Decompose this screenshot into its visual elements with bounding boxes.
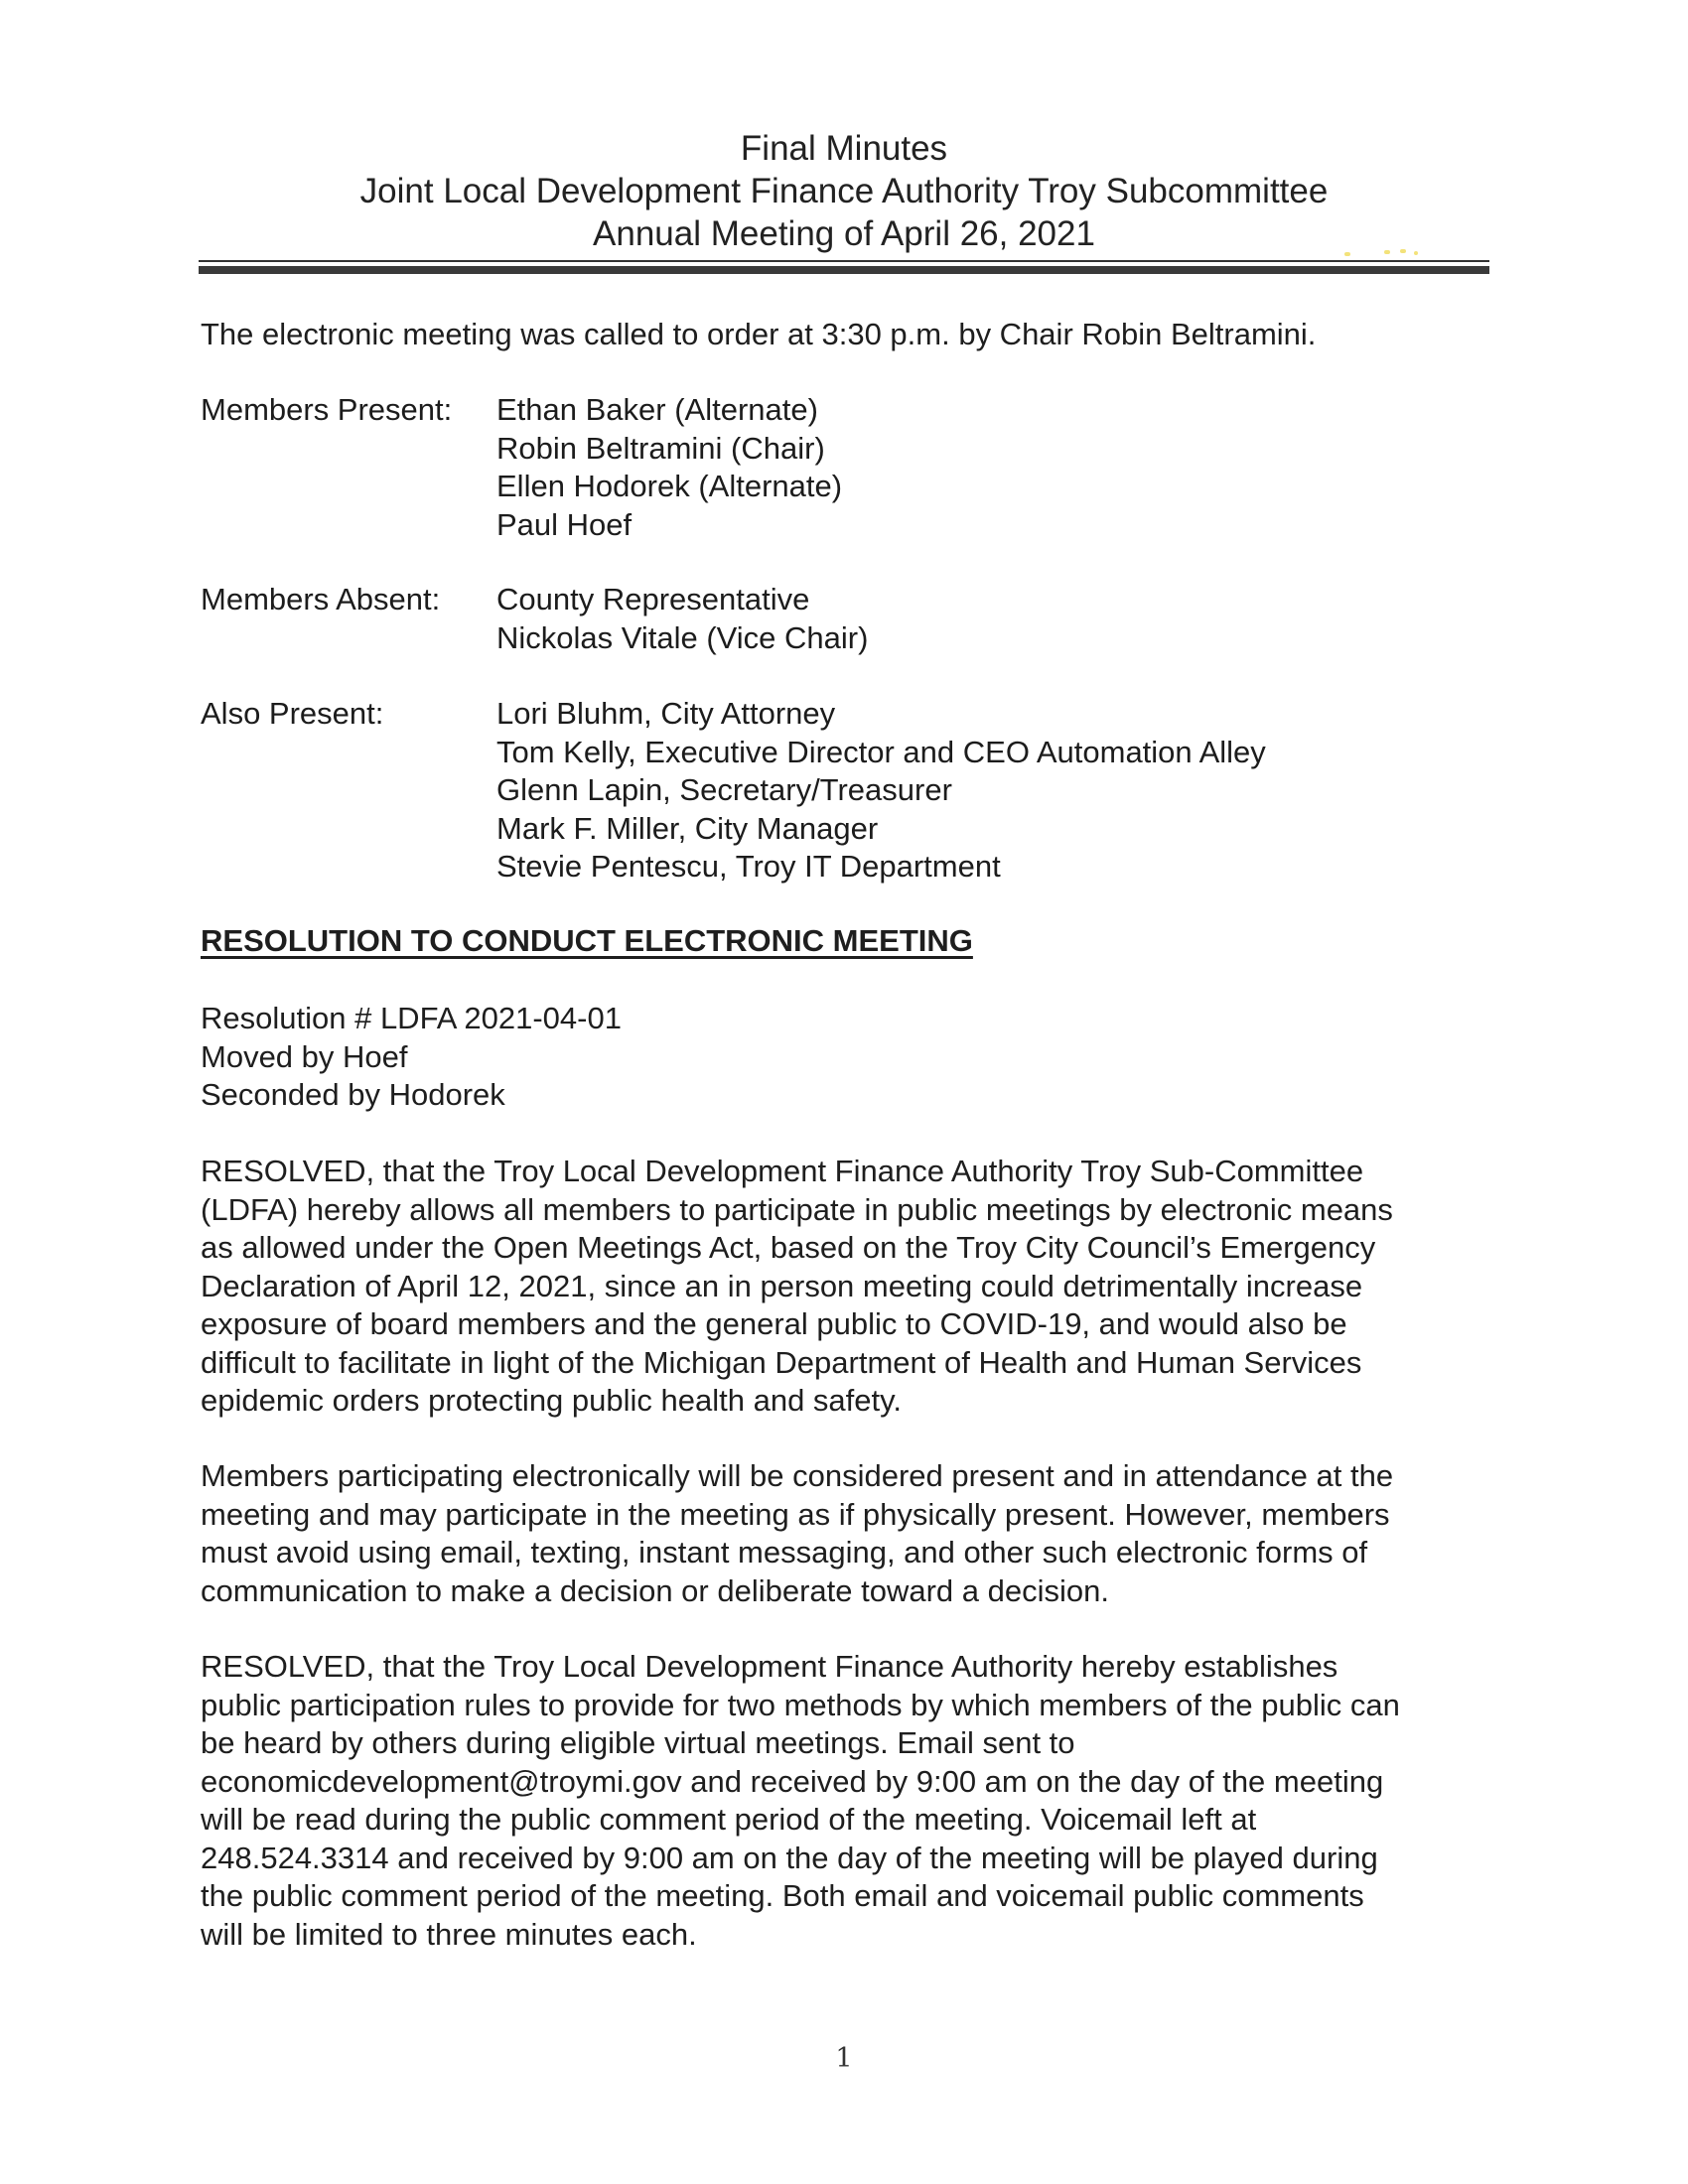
moved-by: Moved by Hoef: [201, 1038, 408, 1074]
paragraph-line: RESOLVED, that the Troy Local Development Finance Authority hereby establishes: [201, 1649, 1338, 1684]
resolution-paragraph-1: [201, 1153, 1491, 1421]
member-present-name: Paul Hoef: [496, 506, 633, 542]
also-present-name: Lori Bluhm, City Attorney: [496, 696, 836, 731]
member-present-name: Robin Beltramini (Chair): [496, 430, 825, 466]
also-present-name: Stevie Pentescu, Troy IT Department: [496, 849, 1001, 884]
also-present-name: Mark F. Miller, City Manager: [496, 810, 879, 846]
paragraph-line: will be limited to three minutes each.: [201, 1916, 697, 1952]
paragraph-line: difficult to facilitate in light of the Michigan Department of Health and Human Services: [201, 1344, 1362, 1380]
committee-name: Joint Local Development Finance Authority Troy Subcommittee: [359, 172, 1329, 210]
header-rule-thin: [199, 260, 1489, 262]
document-header: [199, 127, 1489, 255]
paragraph-line: Declaration of April 12, 2021, since an in person meeting could detrimentally increase: [201, 1268, 1363, 1303]
paragraph-line: meeting and may participate in the meeting as if physically present. However, members: [201, 1496, 1390, 1532]
also-present-label: Also Present:: [201, 696, 384, 731]
members-present-list: [496, 391, 842, 544]
paragraph-line: exposure of board members and the general public to COVID-19, and would also be: [201, 1306, 1347, 1341]
paragraph-line: epidemic orders protecting public health and safety.: [201, 1383, 902, 1418]
paragraph-line: be heard by others during eligible virtual meetings. Email sent to: [201, 1725, 1075, 1760]
also-present-name: Glenn Lapin, Secretary/Treasurer: [496, 772, 952, 807]
header-rule-thick: [199, 266, 1489, 274]
seconded-by: Seconded by Hodorek: [201, 1077, 505, 1112]
paragraph-line: the public comment period of the meeting. Both email and voicemail public comments: [201, 1878, 1364, 1913]
page-number: 1: [835, 2043, 853, 2074]
paragraph-line: RESOLVED, that the Troy Local Development Finance Authority Troy Sub-Committee: [201, 1154, 1364, 1188]
document-title: Final Minutes: [740, 129, 948, 168]
paragraph-line: 248.524.3314 and received by 9:00 am on the day of the meeting will be played during: [201, 1840, 1378, 1875]
paragraph-line: will be read during the public comment period of the meeting. Voicemail left at: [201, 1802, 1257, 1837]
resolution-number: Resolution # LDFA 2021-04-01: [201, 1001, 622, 1035]
paragraph-line: (LDFA) hereby allows all members to participate in public meetings by electronic means: [201, 1191, 1393, 1227]
members-absent-label: Members Absent:: [201, 582, 441, 616]
members-absent-list: [496, 581, 868, 657]
meeting-date: Annual Meeting of April 26, 2021: [593, 214, 1095, 253]
paragraph-line: communication to make a decision or deliberate toward a decision.: [201, 1572, 1109, 1608]
member-present-name: Ellen Hodorek (Alternate): [496, 469, 843, 503]
paragraph-line: economicdevelopment@troymi.gov and received by 9:00 am on the day of the meeting: [201, 1763, 1384, 1799]
member-absent-name: County Representative: [496, 582, 810, 616]
member-present-name: Ethan Baker (Alternate): [496, 392, 818, 427]
member-absent-name: Nickolas Vitale (Vice Chair): [496, 619, 869, 655]
paragraph-line: public participation rules to provide for two methods by which members of the public can: [201, 1687, 1400, 1722]
scan-specks: [1340, 246, 1499, 258]
call-to-order: The electronic meeting was called to order at 3:30 p.m. by Chair Robin Beltramini.: [201, 317, 1317, 351]
also-present-name: Tom Kelly, Executive Director and CEO Automation Alley: [496, 734, 1266, 769]
paragraph-line: must avoid using email, texting, instant messaging, and other such electronic forms of: [201, 1535, 1368, 1570]
section-heading: RESOLUTION TO CONDUCT ELECTRONIC MEETING: [201, 923, 973, 958]
resolution-meta: [201, 1000, 1491, 1115]
members-present-label: Members Present:: [201, 392, 453, 427]
paragraph-line: as allowed under the Open Meetings Act, based on the Troy City Council’s Emergency: [201, 1230, 1376, 1265]
resolution-paragraph-3: [201, 1648, 1491, 1954]
also-present-list: [496, 695, 1266, 887]
resolution-paragraph-2: [201, 1457, 1491, 1610]
paragraph-line: Members participating electronically will be considered present and in attendance at the: [201, 1458, 1394, 1493]
